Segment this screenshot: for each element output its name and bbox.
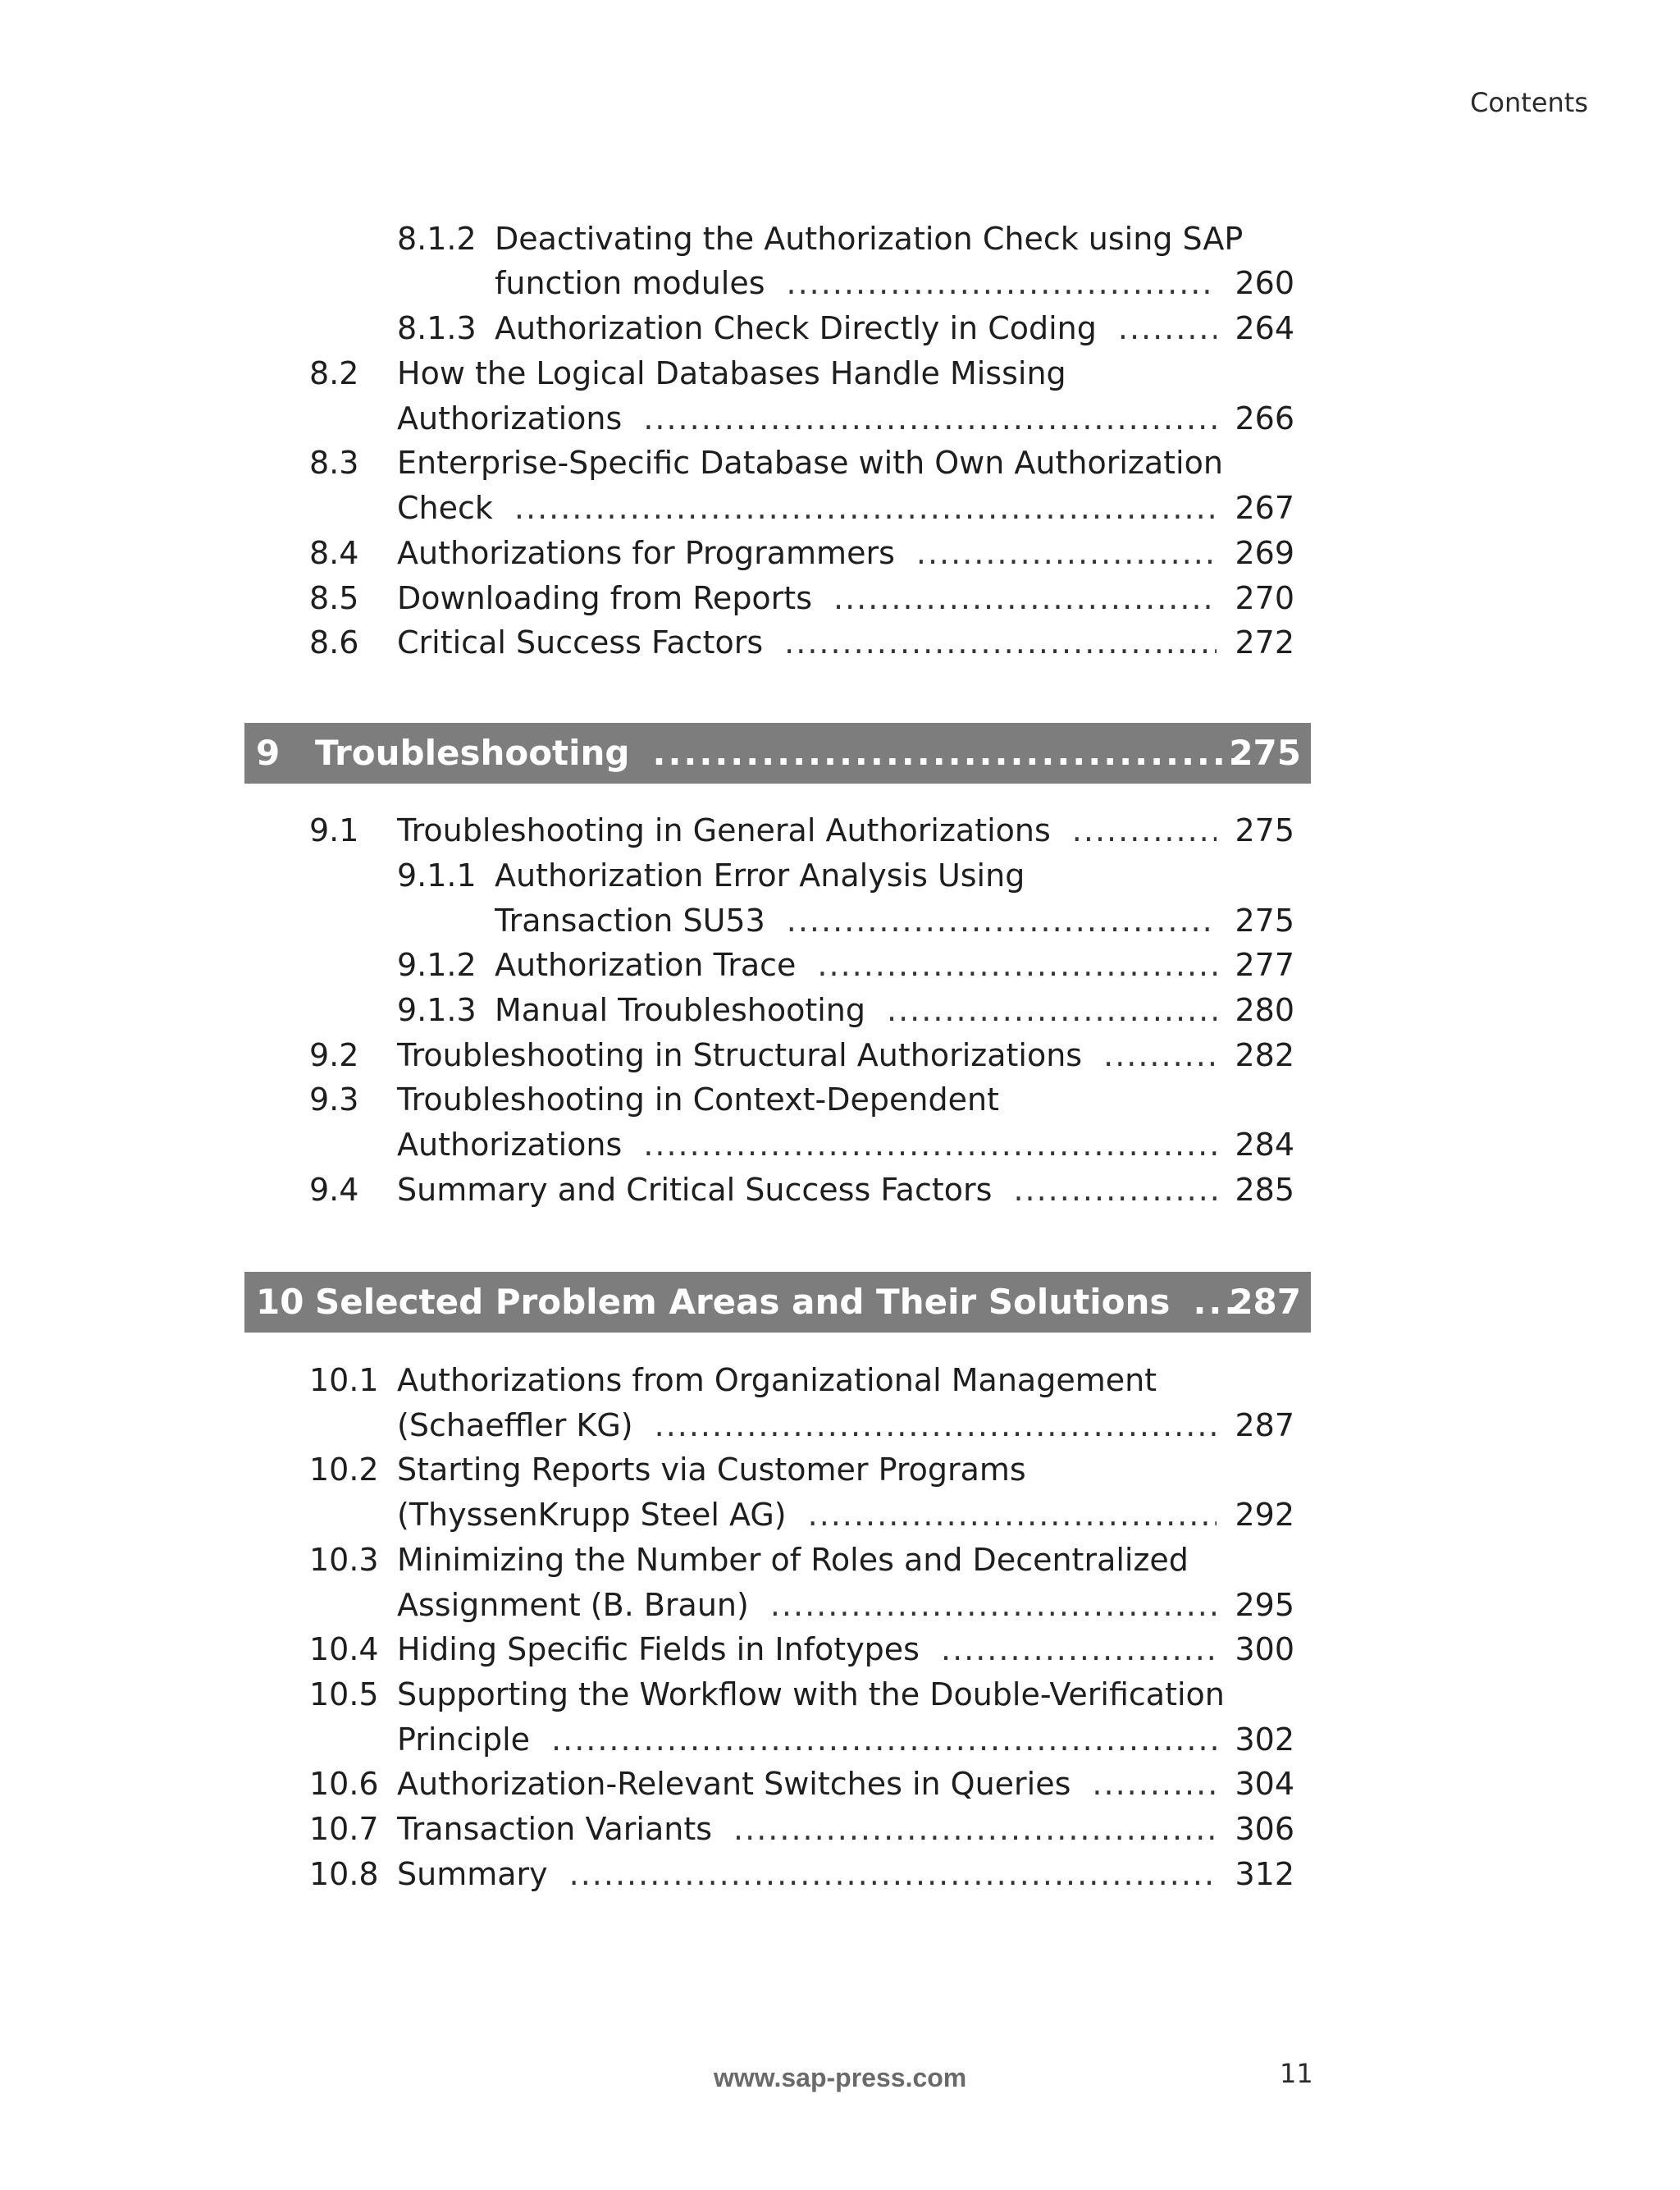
entry-title: Authorizations for Programmers: [397, 535, 895, 571]
entry-number: 9.2: [309, 1037, 359, 1073]
entry-page: 266: [1235, 400, 1294, 437]
toc-entry-8-3-cont[interactable]: [0, 486, 1680, 531]
toc-entry-8-1-2[interactable]: [0, 217, 1680, 262]
entry-number: 9.1.2: [397, 947, 477, 983]
toc-entry-10-6[interactable]: [0, 1762, 1680, 1807]
entry-title: Authorization-Relevant Switches in Queries: [397, 1766, 1071, 1802]
leader-dots: [808, 1493, 1217, 1538]
entry-title: Downloading from Reports: [397, 580, 813, 616]
chapter-number: 9: [256, 733, 281, 773]
entry-page: 272: [1235, 624, 1294, 661]
leader-dots: [653, 723, 1238, 784]
toc-entry-10-7[interactable]: [0, 1807, 1680, 1852]
toc-entry-8-5[interactable]: [0, 576, 1680, 621]
entry-number: 8.5: [309, 580, 359, 616]
entry-page: 287: [1235, 1407, 1294, 1443]
entry-page: 295: [1235, 1587, 1294, 1623]
toc-entry-9-1-3[interactable]: [0, 988, 1680, 1033]
toc-entry-10-2[interactable]: [0, 1447, 1680, 1493]
entry-page: 275: [1235, 812, 1294, 848]
entry-page: 282: [1235, 1037, 1294, 1073]
toc-entry-8-1-3[interactable]: [0, 306, 1680, 351]
toc-entry-9-3[interactable]: [0, 1077, 1680, 1122]
leader-dots: [770, 1583, 1217, 1628]
toc-entry-8-3[interactable]: [0, 441, 1680, 486]
toc-entry-8-6[interactable]: [0, 620, 1680, 665]
leader-dots: [833, 576, 1217, 621]
entry-title-line1: Troubleshooting in Context-Dependent: [397, 1081, 999, 1118]
entry-number: 9.4: [309, 1172, 359, 1208]
entry-title-line2: Transaction SU53: [495, 903, 765, 939]
entry-number: 8.3: [309, 445, 359, 481]
entry-title-line1: How the Logical Databases Handle Missing: [397, 355, 1066, 391]
entry-title-line2: Authorizations: [397, 400, 623, 437]
entry-title-line2: Check: [397, 490, 493, 526]
page-number: 11: [1280, 2058, 1313, 2089]
chapter-heading-10[interactable]: [244, 1272, 1311, 1333]
entry-number: 10.7: [309, 1811, 379, 1847]
entry-title-line1: Enterprise-Specific Database with Own Authorization: [397, 445, 1223, 481]
leader-dots: [655, 1403, 1217, 1448]
entry-title-line1: Authorization Error Analysis Using: [495, 857, 1025, 894]
entry-page: 285: [1235, 1172, 1294, 1208]
toc-entry-10-8[interactable]: [0, 1852, 1680, 1897]
entry-page: 270: [1235, 580, 1294, 616]
entry-number: 10.3: [309, 1542, 379, 1578]
leader-dots: [787, 261, 1217, 306]
entry-number: 10.8: [309, 1856, 379, 1892]
entry-title-line2: (Schaeffler KG): [397, 1407, 633, 1443]
entry-page: 277: [1235, 947, 1294, 983]
entry-title: Hiding Specific Fields in Infotypes: [397, 1631, 920, 1667]
entry-number: 10.5: [309, 1676, 379, 1712]
entry-title: Summary: [397, 1856, 548, 1892]
entry-page: 312: [1235, 1856, 1294, 1892]
entry-title-line1: Starting Reports via Customer Programs: [397, 1452, 1026, 1488]
chapter-page: 275: [1229, 733, 1301, 773]
entry-page: 260: [1235, 265, 1294, 301]
entry-title-line2: Principle: [397, 1721, 531, 1758]
leader-dots: [887, 988, 1217, 1033]
entry-page: 269: [1235, 535, 1294, 571]
toc-entry-9-1-2[interactable]: [0, 943, 1680, 988]
chapter-title: Troubleshooting: [315, 733, 630, 773]
toc-entry-9-1[interactable]: [0, 808, 1680, 853]
entry-number: 8.6: [309, 624, 359, 661]
toc-entry-9-2[interactable]: [0, 1033, 1680, 1078]
entry-number: 9.1.1: [397, 857, 477, 894]
entry-title-line1: Deactivating the Authorization Check using SAP: [495, 221, 1244, 257]
entry-title-line1: Supporting the Workflow with the Double-Verification: [397, 1676, 1225, 1712]
entry-page: 302: [1235, 1721, 1294, 1758]
leader-dots: [1013, 1168, 1217, 1213]
entry-number: 8.4: [309, 535, 359, 571]
entry-title-line2: Assignment (B. Braun): [397, 1587, 749, 1623]
entry-number: 9.1.3: [397, 992, 477, 1028]
entry-page: 280: [1235, 992, 1294, 1028]
chapter-heading-9[interactable]: [244, 723, 1311, 784]
toc-entry-8-1-2-cont[interactable]: [0, 261, 1680, 306]
entry-title-line1: Authorizations from Organizational Management: [397, 1362, 1157, 1398]
publisher-url[interactable]: www.sap-press.com: [714, 2063, 967, 2092]
toc-entry-9-3-cont[interactable]: [0, 1122, 1680, 1168]
entry-title: Troubleshooting in Structural Authorizations: [397, 1037, 1083, 1073]
leader-dots: [643, 1122, 1217, 1168]
chapter-number: 10: [256, 1282, 304, 1322]
entry-page: 306: [1235, 1811, 1294, 1847]
toc-entry-10-4[interactable]: [0, 1627, 1680, 1672]
entry-number: 10.1: [309, 1362, 379, 1398]
leader-dots: [817, 943, 1217, 988]
toc-entry-9-1-1-cont[interactable]: [0, 898, 1680, 944]
entry-number: 9.1: [309, 812, 359, 848]
toc-entry-9-1-1[interactable]: [0, 853, 1680, 898]
toc-entry-10-1-cont[interactable]: [0, 1403, 1680, 1448]
entry-page: 300: [1235, 1631, 1294, 1667]
entry-page: 284: [1235, 1127, 1294, 1163]
toc-entry-10-5[interactable]: [0, 1672, 1680, 1717]
entry-number: 10.4: [309, 1631, 379, 1667]
entry-number: 9.3: [309, 1081, 359, 1118]
entry-number: 8.2: [309, 355, 359, 391]
running-head: Contents: [1470, 87, 1588, 118]
leader-dots: [514, 486, 1217, 531]
toc-entry-8-2[interactable]: [0, 351, 1680, 396]
entry-title: Manual Troubleshooting: [495, 992, 866, 1028]
entry-number: 8.1.3: [397, 310, 477, 346]
leader-dots: [1072, 808, 1217, 853]
leader-dots: [941, 1627, 1217, 1672]
chapter-page: 287: [1229, 1282, 1301, 1322]
toc-entry-10-3[interactable]: [0, 1538, 1680, 1583]
entry-title-line1: Minimizing the Number of Roles and Decentralized: [397, 1542, 1189, 1578]
leader-dots: [569, 1852, 1217, 1897]
leader-dots: [916, 531, 1217, 576]
entry-title: Troubleshooting in General Authorizations: [397, 812, 1051, 848]
toc-entry-9-4[interactable]: [0, 1168, 1680, 1213]
entry-title: Transaction Variants: [397, 1811, 713, 1847]
entry-title: Authorization Check Directly in Coding: [495, 310, 1097, 346]
chapter-title: Selected Problem Areas and Their Solutions: [315, 1282, 1171, 1322]
entry-title-line2: (ThyssenKrupp Steel AG): [397, 1497, 787, 1533]
toc-entry-8-2-cont[interactable]: [0, 396, 1680, 441]
entry-number: 10.2: [309, 1452, 379, 1488]
entry-title: Summary and Critical Success Factors: [397, 1172, 993, 1208]
leader-dots: [787, 898, 1217, 944]
leader-dots: [1118, 306, 1217, 351]
entry-number: 8.1.2: [397, 221, 477, 257]
toc-entry-10-2-cont[interactable]: [0, 1493, 1680, 1538]
entry-page: 267: [1235, 490, 1294, 526]
toc-entry-8-4[interactable]: [0, 531, 1680, 576]
leader-dots: [784, 620, 1217, 665]
entry-title-line2: Authorizations: [397, 1127, 623, 1163]
toc-entry-10-5-cont[interactable]: [0, 1717, 1680, 1763]
leader-dots: [643, 396, 1217, 441]
entry-page: 292: [1235, 1497, 1294, 1533]
leader-dots: [1092, 1762, 1217, 1807]
entry-page: 275: [1235, 903, 1294, 939]
entry-page: 264: [1235, 310, 1294, 346]
entry-title-line2: function modules: [495, 265, 765, 301]
entry-title: Critical Success Factors: [397, 624, 764, 661]
leader-dots: [551, 1717, 1217, 1763]
entry-title: Authorization Trace: [495, 947, 797, 983]
leader-dots: [733, 1807, 1217, 1852]
entry-number: 10.6: [309, 1766, 379, 1802]
leader-dots: [1103, 1033, 1217, 1078]
toc-entry-10-1[interactable]: [0, 1358, 1680, 1403]
toc-entry-10-3-cont[interactable]: [0, 1583, 1680, 1628]
entry-page: 304: [1235, 1766, 1294, 1802]
